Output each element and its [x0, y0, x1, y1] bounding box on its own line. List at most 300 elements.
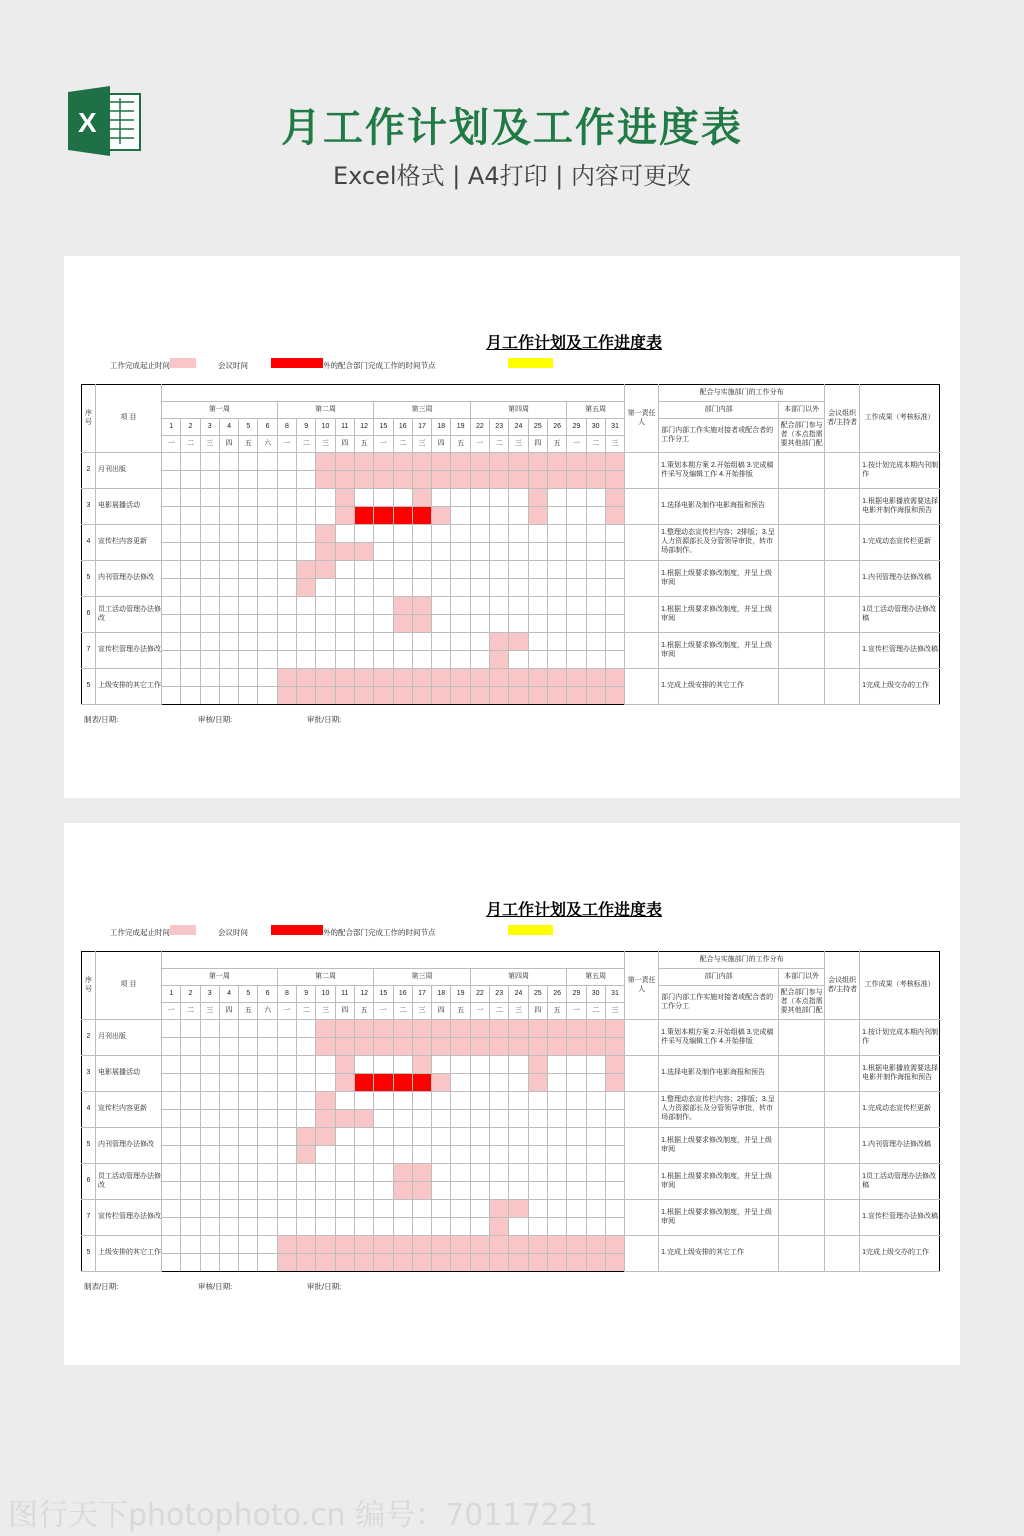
day-cell [162, 561, 181, 579]
day-cell [490, 1218, 509, 1236]
day-cell [316, 489, 335, 507]
day-cell [316, 1200, 335, 1218]
day-cell [605, 1164, 624, 1182]
day-cell [335, 1128, 354, 1146]
day-cell [181, 1146, 200, 1164]
day-cell [490, 1074, 509, 1092]
day-cell [432, 561, 451, 579]
header-day: 4 [219, 986, 238, 1003]
row-owner [625, 633, 659, 669]
day-cell [219, 1146, 238, 1164]
row-meeting-host [825, 453, 860, 489]
day-cell [605, 1110, 624, 1128]
row-result: 1员工活动管理办法修改稿 [860, 1164, 940, 1200]
day-cell [374, 1038, 393, 1056]
row-item: 员工活动管理办法修改 [96, 1164, 162, 1200]
header-weekday: 四 [219, 1003, 238, 1020]
day-cell [432, 579, 451, 597]
day-cell [354, 633, 373, 651]
header-day: 11 [335, 986, 354, 1003]
day-cell [586, 1200, 605, 1218]
day-cell [547, 489, 566, 507]
day-cell [470, 1128, 489, 1146]
header-dept-outer: 本部门以外 [779, 969, 825, 986]
day-cell [547, 543, 566, 561]
day-cell [297, 651, 316, 669]
day-cell [162, 471, 181, 489]
day-cell [470, 579, 489, 597]
row-result: 1.宣传栏管理办法修改稿 [860, 633, 940, 669]
row-dept-outer [779, 1200, 825, 1236]
day-cell [432, 507, 451, 525]
day-cell [567, 1182, 586, 1200]
row-meeting-host [825, 669, 860, 705]
day-cell [354, 1236, 373, 1254]
day-cell [470, 1092, 489, 1110]
day-cell [258, 1254, 277, 1272]
day-cell [354, 669, 373, 687]
day-cell [316, 1254, 335, 1272]
header-weekday: 二 [490, 1003, 509, 1020]
day-cell [547, 1020, 566, 1038]
header-day: 16 [393, 419, 412, 436]
day-cell [451, 489, 470, 507]
day-cell [509, 1200, 528, 1218]
day-cell [181, 1236, 200, 1254]
header-weekday: 三 [412, 436, 431, 453]
day-cell [219, 1218, 238, 1236]
day-cell [219, 1128, 238, 1146]
table-row [82, 633, 940, 651]
day-cell [200, 1200, 219, 1218]
day-cell [412, 453, 431, 471]
day-cell [219, 1254, 238, 1272]
header-item: 项 目 [96, 952, 162, 1020]
day-cell [547, 1254, 566, 1272]
day-cell [470, 489, 489, 507]
day-cell [605, 1092, 624, 1110]
day-cell [316, 1092, 335, 1110]
day-cell [239, 669, 258, 687]
day-cell [451, 669, 470, 687]
header-owner: 第一责任人 [625, 952, 659, 1020]
day-cell [162, 651, 181, 669]
day-cell [316, 597, 335, 615]
day-cell [432, 687, 451, 705]
day-cell [219, 687, 238, 705]
day-cell [412, 1074, 431, 1092]
day-cell [162, 1236, 181, 1254]
day-cell [258, 489, 277, 507]
header-day: 19 [451, 986, 470, 1003]
day-cell [586, 1110, 605, 1128]
day-cell [316, 1128, 335, 1146]
header-day: 1 [162, 986, 181, 1003]
day-cell [567, 1020, 586, 1038]
day-cell [219, 1056, 238, 1074]
day-cell [200, 1074, 219, 1092]
row-seq: 6 [82, 597, 96, 633]
day-cell [181, 597, 200, 615]
day-cell [258, 1110, 277, 1128]
day-cell [354, 1164, 373, 1182]
day-cell [547, 1074, 566, 1092]
legend-meeting-label: 会议时间 [218, 928, 248, 937]
row-item: 内刊管理办法修改 [96, 1128, 162, 1164]
day-cell [451, 687, 470, 705]
day-cell [451, 1056, 470, 1074]
day-cell [470, 1236, 489, 1254]
day-cell [432, 525, 451, 543]
day-cell [258, 579, 277, 597]
table-row [82, 1164, 940, 1182]
day-cell [567, 561, 586, 579]
day-cell [335, 525, 354, 543]
day-cell [547, 525, 566, 543]
header-week: 第五周 [567, 969, 625, 986]
header-day: 5 [239, 419, 258, 436]
day-cell [567, 1092, 586, 1110]
header-weekday: 五 [547, 436, 566, 453]
day-cell [316, 1182, 335, 1200]
row-meeting-host [825, 597, 860, 633]
day-cell [509, 1092, 528, 1110]
day-cell [239, 507, 258, 525]
header-day: 30 [586, 986, 605, 1003]
header-day: 8 [277, 419, 296, 436]
row-seq: 2 [82, 1020, 96, 1056]
header-dept-outer-note: 配合部门参与者（本点指需要其他部门配 [779, 986, 825, 1020]
day-cell [354, 1110, 373, 1128]
row-owner [625, 1200, 659, 1236]
day-cell [528, 1074, 547, 1092]
approved-by-label: 审批/日期: [307, 1282, 342, 1291]
day-cell [393, 669, 412, 687]
day-cell [509, 579, 528, 597]
day-cell [586, 561, 605, 579]
day-cell [567, 1146, 586, 1164]
header-weekday: 六 [258, 1003, 277, 1020]
day-cell [200, 1236, 219, 1254]
row-owner [625, 597, 659, 633]
day-cell [509, 1020, 528, 1038]
day-cell [490, 1038, 509, 1056]
schedule-table [81, 951, 940, 1272]
day-cell [470, 525, 489, 543]
day-cell [490, 1236, 509, 1254]
row-seq: 4 [82, 525, 96, 561]
day-cell [162, 1164, 181, 1182]
day-cell [277, 687, 296, 705]
day-cell [470, 651, 489, 669]
day-cell [393, 507, 412, 525]
day-cell [605, 615, 624, 633]
header-day: 26 [547, 419, 566, 436]
row-dept-inner: 1.完成上级安排的其它工作 [659, 1236, 779, 1272]
row-owner [625, 1020, 659, 1056]
day-cell [451, 507, 470, 525]
day-cell [374, 651, 393, 669]
day-cell [181, 1218, 200, 1236]
day-cell [547, 471, 566, 489]
day-cell [316, 1218, 335, 1236]
day-cell [567, 1128, 586, 1146]
day-cell [547, 579, 566, 597]
day-cell [162, 1200, 181, 1218]
row-meeting-host [825, 525, 860, 561]
day-cell [181, 525, 200, 543]
header-result: 工作成果（考核标准） [860, 952, 940, 1020]
day-cell [181, 1074, 200, 1092]
day-cell [451, 633, 470, 651]
day-cell [354, 453, 373, 471]
watermark: 图行天下photophoto.cn 编号：70117221 [8, 1498, 598, 1533]
day-cell [335, 687, 354, 705]
day-cell [451, 525, 470, 543]
row-dept-outer [779, 669, 825, 705]
day-cell [451, 1182, 470, 1200]
day-cell [316, 453, 335, 471]
day-cell [354, 525, 373, 543]
day-cell [335, 471, 354, 489]
header-weekday: 三 [509, 436, 528, 453]
day-cell [547, 633, 566, 651]
day-cell [200, 1038, 219, 1056]
day-cell [316, 651, 335, 669]
day-cell [393, 1038, 412, 1056]
day-cell [509, 471, 528, 489]
day-cell [586, 1182, 605, 1200]
day-cell [605, 1236, 624, 1254]
day-cell [219, 525, 238, 543]
day-cell [393, 453, 412, 471]
row-dept-outer [779, 1020, 825, 1056]
header-day: 6 [258, 419, 277, 436]
day-cell [509, 561, 528, 579]
row-dept-inner: 1.整理动态宣传栏内容；2排版；3.呈人力资源部长及分管领导审批，转市场部制作。 [659, 525, 779, 561]
day-cell [490, 597, 509, 615]
day-cell [509, 597, 528, 615]
day-cell [393, 579, 412, 597]
day-cell [277, 669, 296, 687]
day-cell [393, 1020, 412, 1038]
header-weekday: 四 [528, 436, 547, 453]
day-cell [567, 453, 586, 471]
header-weekday: 五 [354, 436, 373, 453]
row-meeting-host [825, 633, 860, 669]
row-result: 1.完成动态宣传栏更新 [860, 1092, 940, 1128]
row-item: 宣传栏内容更新 [96, 1092, 162, 1128]
day-cell [393, 633, 412, 651]
day-cell [605, 1056, 624, 1074]
header-day: 19 [451, 419, 470, 436]
day-cell [567, 1218, 586, 1236]
header-dept-outer: 本部门以外 [779, 402, 825, 419]
table-row [82, 489, 940, 507]
day-cell [181, 1182, 200, 1200]
row-seq: 5 [82, 561, 96, 597]
legend-node-swatch [508, 925, 553, 935]
day-cell [393, 1218, 412, 1236]
row-owner [625, 669, 659, 705]
day-cell [605, 453, 624, 471]
day-cell [335, 453, 354, 471]
day-cell [200, 561, 219, 579]
day-cell [354, 579, 373, 597]
day-cell [490, 561, 509, 579]
day-cell [528, 651, 547, 669]
day-cell [547, 1092, 566, 1110]
day-cell [374, 543, 393, 561]
legend-node-label: 外的配合部门完成工作的时间节点 [323, 361, 436, 370]
row-dept-inner: 1.策划本期方案 2.开始组稿 3.完成稿件采写及编辑工作 4.开始排版 [659, 1020, 779, 1056]
day-cell [374, 489, 393, 507]
header-day: 30 [586, 419, 605, 436]
day-cell [239, 651, 258, 669]
day-cell [374, 507, 393, 525]
day-cell [393, 1254, 412, 1272]
day-cell [181, 579, 200, 597]
row-dept-inner: 1.策划本期方案 2.开始组稿 3.完成稿件采写及编辑工作 4.开始排版 [659, 453, 779, 489]
day-cell [586, 525, 605, 543]
header-day: 25 [528, 419, 547, 436]
day-cell [412, 1146, 431, 1164]
day-cell [219, 579, 238, 597]
day-cell [490, 525, 509, 543]
day-cell [412, 651, 431, 669]
header-weekday: 四 [335, 1003, 354, 1020]
day-cell [181, 633, 200, 651]
day-cell [393, 651, 412, 669]
day-cell [509, 1146, 528, 1164]
day-cell [316, 1020, 335, 1038]
day-cell [219, 615, 238, 633]
day-cell [432, 1056, 451, 1074]
row-dept-outer [779, 453, 825, 489]
header-day: 24 [509, 419, 528, 436]
row-meeting-host [825, 1092, 860, 1128]
row-owner [625, 1164, 659, 1200]
header-day: 2 [181, 419, 200, 436]
day-cell [490, 1146, 509, 1164]
day-cell [181, 669, 200, 687]
day-cell [219, 489, 238, 507]
header-day: 23 [490, 419, 509, 436]
day-cell [239, 525, 258, 543]
day-cell [605, 597, 624, 615]
day-cell [393, 1236, 412, 1254]
day-cell [297, 669, 316, 687]
day-cell [297, 687, 316, 705]
day-cell [490, 543, 509, 561]
header-weekday: 三 [200, 436, 219, 453]
day-cell [297, 579, 316, 597]
made-by-label: 制表/日期: [84, 1282, 119, 1291]
day-cell [605, 1020, 624, 1038]
row-seq: 3 [82, 1056, 96, 1092]
day-cell [277, 1146, 296, 1164]
day-cell [470, 1056, 489, 1074]
legend-node-swatch [508, 358, 553, 368]
day-cell [547, 597, 566, 615]
day-cell [567, 579, 586, 597]
day-cell [393, 597, 412, 615]
row-meeting-host [825, 1236, 860, 1272]
header-day: 26 [547, 986, 566, 1003]
day-cell [219, 1074, 238, 1092]
day-cell [451, 651, 470, 669]
day-cell [181, 1110, 200, 1128]
day-cell [586, 633, 605, 651]
day-cell [354, 615, 373, 633]
header-weekday: 五 [239, 1003, 258, 1020]
day-cell [567, 1254, 586, 1272]
day-cell [162, 1110, 181, 1128]
header-weekday: 五 [451, 436, 470, 453]
day-cell [412, 543, 431, 561]
day-cell [219, 597, 238, 615]
day-cell [297, 1110, 316, 1128]
day-cell [412, 597, 431, 615]
day-cell [432, 615, 451, 633]
header-weekday: 五 [451, 1003, 470, 1020]
day-cell [451, 1128, 470, 1146]
day-cell [393, 1182, 412, 1200]
day-cell [239, 1092, 258, 1110]
row-meeting-host [825, 489, 860, 525]
table-row [82, 597, 940, 615]
sheet-preview [64, 256, 960, 798]
day-cell [490, 615, 509, 633]
day-cell [605, 1146, 624, 1164]
day-cell [162, 1038, 181, 1056]
header-dept-outer-note: 配合部门参与者（本点指需要其他部门配 [779, 419, 825, 453]
day-cell [316, 507, 335, 525]
day-cell [277, 1236, 296, 1254]
day-cell [509, 1074, 528, 1092]
day-cell [219, 1200, 238, 1218]
header-week: 第三周 [374, 402, 470, 419]
day-cell [586, 1056, 605, 1074]
day-cell [374, 1200, 393, 1218]
day-cell [567, 525, 586, 543]
day-cell [567, 1056, 586, 1074]
day-cell [374, 561, 393, 579]
day-cell [432, 1218, 451, 1236]
day-cell [605, 1128, 624, 1146]
day-cell [200, 1092, 219, 1110]
day-cell [393, 687, 412, 705]
day-cell [432, 1200, 451, 1218]
day-cell [239, 1254, 258, 1272]
row-meeting-host [825, 1020, 860, 1056]
header-owner: 第一责任人 [625, 385, 659, 453]
day-cell [605, 1038, 624, 1056]
day-cell [412, 507, 431, 525]
header-day: 16 [393, 986, 412, 1003]
day-cell [258, 633, 277, 651]
day-cell [451, 1236, 470, 1254]
day-cell [354, 543, 373, 561]
day-cell [277, 1110, 296, 1128]
header-week: 第二周 [277, 969, 373, 986]
day-cell [200, 579, 219, 597]
header-weekday: 四 [432, 436, 451, 453]
day-cell [258, 1164, 277, 1182]
day-cell [509, 633, 528, 651]
day-cell [219, 1182, 238, 1200]
day-cell [547, 1128, 566, 1146]
